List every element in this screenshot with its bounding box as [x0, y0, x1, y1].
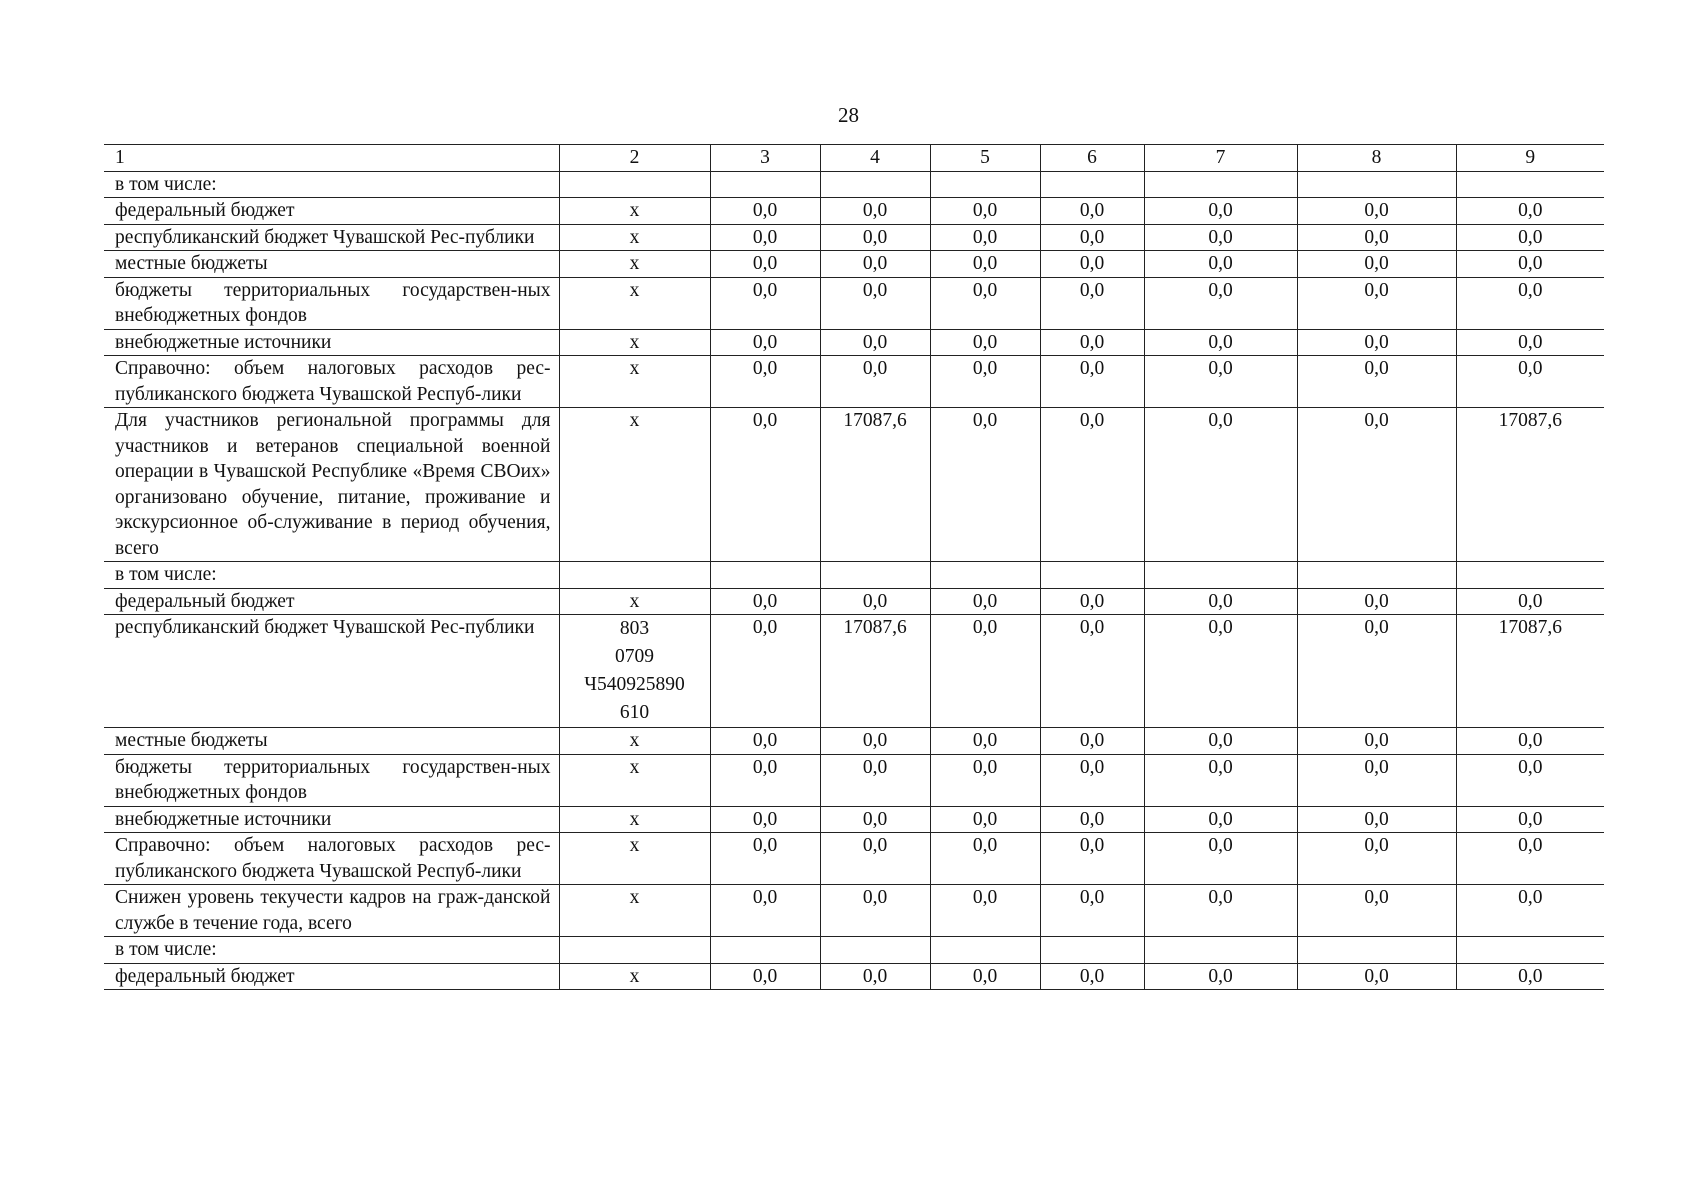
- code-cell: x: [559, 754, 710, 806]
- value-cell: [710, 562, 820, 589]
- header-cell: 6: [1040, 145, 1144, 172]
- value-cell: [1144, 562, 1297, 589]
- value-cell: [1297, 171, 1456, 198]
- value-cell: 0,0: [930, 277, 1040, 329]
- table-row: [104, 198, 1604, 225]
- table-row: [104, 885, 1604, 937]
- value-cell: 0,0: [930, 806, 1040, 833]
- table-row: [104, 754, 1604, 806]
- row-label: Справочно: объем налоговых расходов рес-публиканского бюджета Чувашской Респуб-лики: [104, 356, 559, 408]
- value-cell: 0,0: [1040, 963, 1144, 990]
- code-cell: x: [559, 588, 710, 615]
- value-cell: 0,0: [710, 408, 820, 562]
- row-label: Снижен уровень текучести кадров на граж-данской службе в течение года, всего: [104, 885, 559, 937]
- code-line: Ч540925890: [584, 674, 685, 695]
- value-cell: [1456, 937, 1604, 964]
- value-cell: 0,0: [820, 963, 930, 990]
- value-cell: [1297, 562, 1456, 589]
- value-cell: 0,0: [1456, 963, 1604, 990]
- table-row: [104, 588, 1604, 615]
- row-label: в том числе:: [104, 171, 559, 198]
- value-cell: 0,0: [1144, 728, 1297, 755]
- value-cell: 0,0: [820, 329, 930, 356]
- value-cell: [1144, 171, 1297, 198]
- value-cell: [1040, 171, 1144, 198]
- value-cell: 0,0: [1040, 754, 1144, 806]
- value-cell: 0,0: [710, 754, 820, 806]
- value-cell: [710, 937, 820, 964]
- row-label: местные бюджеты: [104, 251, 559, 278]
- value-cell: 0,0: [1297, 224, 1456, 251]
- value-cell: 0,0: [1040, 329, 1144, 356]
- table-row: [104, 251, 1604, 278]
- value-cell: 0,0: [1297, 588, 1456, 615]
- value-cell: 0,0: [1144, 588, 1297, 615]
- value-cell: [930, 171, 1040, 198]
- value-cell: 0,0: [1144, 277, 1297, 329]
- value-cell: 0,0: [820, 356, 930, 408]
- value-cell: 0,0: [1297, 754, 1456, 806]
- code-cell: [559, 937, 710, 964]
- value-cell: 0,0: [930, 251, 1040, 278]
- value-cell: 0,0: [1297, 963, 1456, 990]
- value-cell: 0,0: [710, 329, 820, 356]
- table-row: [104, 356, 1604, 408]
- code-cell: x: [559, 277, 710, 329]
- value-cell: 0,0: [1456, 251, 1604, 278]
- row-label: республиканский бюджет Чувашской Рес-публики: [104, 224, 559, 251]
- header-cell: 2: [559, 145, 710, 172]
- value-cell: 0,0: [930, 356, 1040, 408]
- code-cell: x: [559, 833, 710, 885]
- code-cell: x: [559, 885, 710, 937]
- value-cell: 0,0: [1456, 224, 1604, 251]
- row-label: федеральный бюджет: [104, 588, 559, 615]
- code-cell: x: [559, 408, 710, 562]
- code-cell: x: [559, 224, 710, 251]
- table-row: [104, 224, 1604, 251]
- row-label: в том числе:: [104, 937, 559, 964]
- value-cell: 0,0: [1040, 588, 1144, 615]
- value-cell: 0,0: [1144, 198, 1297, 225]
- value-cell: 0,0: [710, 833, 820, 885]
- value-cell: 0,0: [710, 277, 820, 329]
- header-cell: 5: [930, 145, 1040, 172]
- value-cell: 0,0: [820, 833, 930, 885]
- row-label: федеральный бюджет: [104, 198, 559, 225]
- value-cell: 0,0: [1297, 615, 1456, 728]
- value-cell: 0,0: [1297, 329, 1456, 356]
- header-cell: 1: [104, 145, 559, 172]
- code-cell: x: [559, 806, 710, 833]
- header-cell: 9: [1456, 145, 1604, 172]
- table-row: [104, 329, 1604, 356]
- value-cell: 0,0: [1297, 806, 1456, 833]
- table-row: [104, 728, 1604, 755]
- value-cell: 0,0: [1297, 277, 1456, 329]
- header-cell: 4: [820, 145, 930, 172]
- value-cell: 0,0: [820, 728, 930, 755]
- value-cell: 0,0: [820, 198, 930, 225]
- table-row: [104, 277, 1604, 329]
- table-row: [104, 171, 1604, 198]
- value-cell: 0,0: [710, 728, 820, 755]
- value-cell: 0,0: [710, 224, 820, 251]
- table-row: [104, 937, 1604, 964]
- header-cell: 8: [1297, 145, 1456, 172]
- value-cell: 17087,6: [1456, 615, 1604, 728]
- value-cell: 0,0: [930, 833, 1040, 885]
- value-cell: 0,0: [710, 806, 820, 833]
- value-cell: 0,0: [1144, 833, 1297, 885]
- code-cell: x: [559, 963, 710, 990]
- value-cell: 0,0: [1456, 356, 1604, 408]
- value-cell: 0,0: [710, 251, 820, 278]
- value-cell: 0,0: [1040, 277, 1144, 329]
- value-cell: [1456, 562, 1604, 589]
- code-line: 0709: [615, 646, 654, 667]
- value-cell: 0,0: [930, 963, 1040, 990]
- row-label: бюджеты территориальных государствен-ных внебюджетных фондов: [104, 277, 559, 329]
- value-cell: 0,0: [1297, 251, 1456, 278]
- value-cell: 0,0: [1456, 277, 1604, 329]
- value-cell: 0,0: [710, 963, 820, 990]
- row-label: республиканский бюджет Чувашской Рес-публики: [104, 615, 559, 728]
- code-line: 803: [619, 618, 650, 639]
- value-cell: 0,0: [820, 754, 930, 806]
- budget-table: [104, 144, 1604, 990]
- value-cell: 0,0: [930, 224, 1040, 251]
- value-cell: 0,0: [1144, 408, 1297, 562]
- value-cell: 0,0: [930, 615, 1040, 728]
- value-cell: 0,0: [1456, 728, 1604, 755]
- code-cell: x: [559, 728, 710, 755]
- value-cell: 0,0: [820, 224, 930, 251]
- row-label: Для участников региональной программы для участников и ветеранов специальной военной операции в Чувашской Республике «Время СВОих» организовано обучение, питание, проживание и экскурсионное об-служивание в период обучения, всего: [104, 408, 559, 562]
- value-cell: 17087,6: [820, 408, 930, 562]
- code-cell: x: [559, 198, 710, 225]
- value-cell: 0,0: [1040, 408, 1144, 562]
- table-row: [104, 562, 1604, 589]
- code-cell: x: [559, 356, 710, 408]
- value-cell: 0,0: [1040, 885, 1144, 937]
- value-cell: [930, 562, 1040, 589]
- value-cell: 0,0: [1456, 885, 1604, 937]
- value-cell: 0,0: [1040, 728, 1144, 755]
- code-cell: x: [559, 329, 710, 356]
- row-label: в том числе:: [104, 562, 559, 589]
- row-label: федеральный бюджет: [104, 963, 559, 990]
- row-label: Справочно: объем налоговых расходов рес-публиканского бюджета Чувашской Респуб-лики: [104, 833, 559, 885]
- value-cell: 0,0: [820, 885, 930, 937]
- value-cell: 0,0: [820, 277, 930, 329]
- value-cell: 0,0: [1456, 833, 1604, 885]
- value-cell: 0,0: [1144, 963, 1297, 990]
- value-cell: 0,0: [1040, 224, 1144, 251]
- value-cell: 0,0: [1144, 885, 1297, 937]
- value-cell: 0,0: [820, 806, 930, 833]
- value-cell: 0,0: [1040, 833, 1144, 885]
- value-cell: 0,0: [1297, 356, 1456, 408]
- value-cell: 0,0: [1144, 224, 1297, 251]
- value-cell: [820, 171, 930, 198]
- value-cell: 0,0: [930, 329, 1040, 356]
- value-cell: 0,0: [1144, 356, 1297, 408]
- value-cell: 0,0: [930, 198, 1040, 225]
- value-cell: [1040, 562, 1144, 589]
- value-cell: 0,0: [1297, 728, 1456, 755]
- value-cell: 0,0: [820, 588, 930, 615]
- value-cell: 0,0: [1144, 329, 1297, 356]
- value-cell: 0,0: [1144, 615, 1297, 728]
- value-cell: 0,0: [1456, 588, 1604, 615]
- value-cell: [710, 171, 820, 198]
- code-line: 610: [619, 702, 650, 723]
- table-row: [104, 615, 1604, 728]
- value-cell: 0,0: [1297, 885, 1456, 937]
- value-cell: 0,0: [1040, 251, 1144, 278]
- value-cell: 0,0: [710, 885, 820, 937]
- value-cell: 0,0: [930, 408, 1040, 562]
- table-row: [104, 833, 1604, 885]
- page-number: 28: [838, 103, 859, 127]
- value-cell: [1456, 171, 1604, 198]
- value-cell: 0,0: [1297, 833, 1456, 885]
- value-cell: 0,0: [710, 615, 820, 728]
- code-cell: [559, 615, 710, 728]
- value-cell: 0,0: [710, 588, 820, 615]
- value-cell: [820, 562, 930, 589]
- value-cell: 0,0: [820, 251, 930, 278]
- value-cell: 0,0: [710, 356, 820, 408]
- value-cell: 17087,6: [820, 615, 930, 728]
- value-cell: 0,0: [1040, 198, 1144, 225]
- value-cell: 0,0: [930, 754, 1040, 806]
- row-label: местные бюджеты: [104, 728, 559, 755]
- row-label: внебюджетные источники: [104, 329, 559, 356]
- value-cell: 0,0: [930, 728, 1040, 755]
- value-cell: 0,0: [1456, 754, 1604, 806]
- value-cell: [1297, 937, 1456, 964]
- value-cell: [1144, 937, 1297, 964]
- table-row: [104, 408, 1604, 562]
- value-cell: 0,0: [1456, 198, 1604, 225]
- value-cell: [1040, 937, 1144, 964]
- header-row: [104, 145, 1604, 172]
- value-cell: 0,0: [1456, 329, 1604, 356]
- value-cell: 0,0: [1040, 806, 1144, 833]
- table-row: [104, 806, 1604, 833]
- value-cell: 0,0: [1040, 615, 1144, 728]
- table-row: [104, 963, 1604, 990]
- value-cell: [820, 937, 930, 964]
- value-cell: 17087,6: [1456, 408, 1604, 562]
- value-cell: 0,0: [1144, 251, 1297, 278]
- table-body: [104, 145, 1604, 990]
- value-cell: 0,0: [930, 885, 1040, 937]
- value-cell: 0,0: [1297, 198, 1456, 225]
- value-cell: [930, 937, 1040, 964]
- code-cell: [559, 562, 710, 589]
- header-cell: 7: [1144, 145, 1297, 172]
- value-cell: 0,0: [930, 588, 1040, 615]
- row-label: бюджеты территориальных государствен-ных внебюджетных фондов: [104, 754, 559, 806]
- value-cell: 0,0: [1144, 754, 1297, 806]
- header-cell: 3: [710, 145, 820, 172]
- value-cell: 0,0: [1040, 356, 1144, 408]
- value-cell: 0,0: [1456, 806, 1604, 833]
- value-cell: 0,0: [1297, 408, 1456, 562]
- code-cell: [559, 171, 710, 198]
- row-label: внебюджетные источники: [104, 806, 559, 833]
- value-cell: 0,0: [710, 198, 820, 225]
- code-cell: x: [559, 251, 710, 278]
- value-cell: 0,0: [1144, 806, 1297, 833]
